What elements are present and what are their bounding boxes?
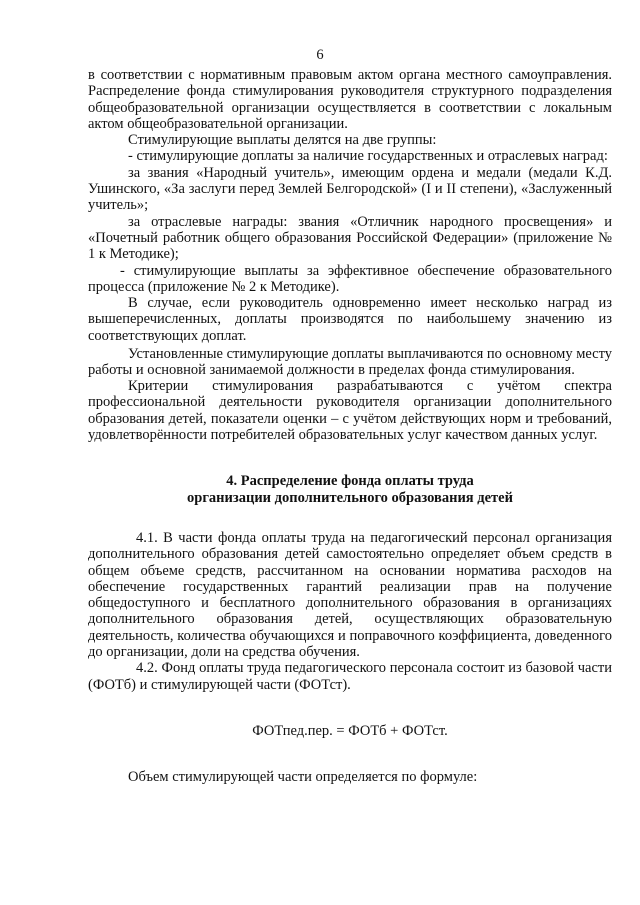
document-body xyxy=(88,67,612,785)
section-heading-line2: организации дополнительного образования детей xyxy=(187,489,513,506)
paragraph-local-act: в соответствии с нормативным правовым актом органа местного самоуправления. Распределение фонда стимулирования руководителя структурного подразделения общеобразовательной организации осуществляется в соответствии с локальным актом общеобразовательной организации. xyxy=(88,67,612,132)
formula-fot: ФОТпед.пер. = ФОТб + ФОТст. xyxy=(252,722,448,739)
paragraph-payment-place: Установленные стимулирующие доплаты выплачиваются по основному месту работы и основной занимаемой должности в пределах фонда стимулирования. xyxy=(88,345,612,378)
page-number: 6 xyxy=(316,47,324,63)
paragraph-two-groups: Стимулирующие выплаты делятся на две группы: xyxy=(128,132,437,149)
list-item-effective-support: - стимулирующие выплаты за эффективное обеспечение образовательного процесса (приложение № 2 к Методике). xyxy=(88,262,612,295)
paragraph-multiple-awards: В случае, если руководитель одновременно имеет несколько наград из вышеперечисленных, доплаты производятся по наибольшему значению из соответствующих доплат. xyxy=(88,295,612,344)
list-item-awards: - стимулирующие доплаты за наличие государственных и отраслевых наград: xyxy=(128,148,608,165)
paragraph-4-2: 4.2. Фонд оплаты труда педагогического персонала состоит из базовой части (ФОТб) и стимулирующей части (ФОТст). xyxy=(88,660,612,693)
section-heading-line1: 4. Распределение фонда оплаты труда xyxy=(226,473,474,490)
paragraph-titles: за звания «Народный учитель», имеющим ордена и медали (медали К.Д. Ушинского, «За заслуги перед Землей Белгородской» (I и II степени), «Заслуженный учитель»; xyxy=(88,164,612,214)
paragraph-industry-awards: за отраслевые награды: звания «Отличник народного просвещения» и «Почетный работник общего образования Российской Федерации» (приложение № 1 к Методике); xyxy=(88,213,612,263)
paragraph-4-1: 4.1. В части фонда оплаты труда на педагогический персонал организация дополнительного образования детей самостоятельно определяет объем средств в общем объеме средств, рассчитанном на основании норматива расходов на обеспечение государственных гарантий реализации прав на получение общедоступного и бесплатного дополнительного образования в организациях дополнительного образования детей, осуществляющих образовательную деятельность, количества обучающихся и поправочного коэффициента, доведенного до организации, доли на средства обучения. xyxy=(88,529,612,660)
paragraph-criteria: Критерии стимулирования разрабатываются с учётом спектра профессиональной деятельности руководителя организации дополнительного образования детей, показатели оценки – с учётом действующих норм и требований, удовлетворённости потребителей образовательных услуг качеством данных услуг. xyxy=(88,378,612,444)
closing-line: Объем стимулирующей части определяется по формуле: xyxy=(128,769,478,786)
